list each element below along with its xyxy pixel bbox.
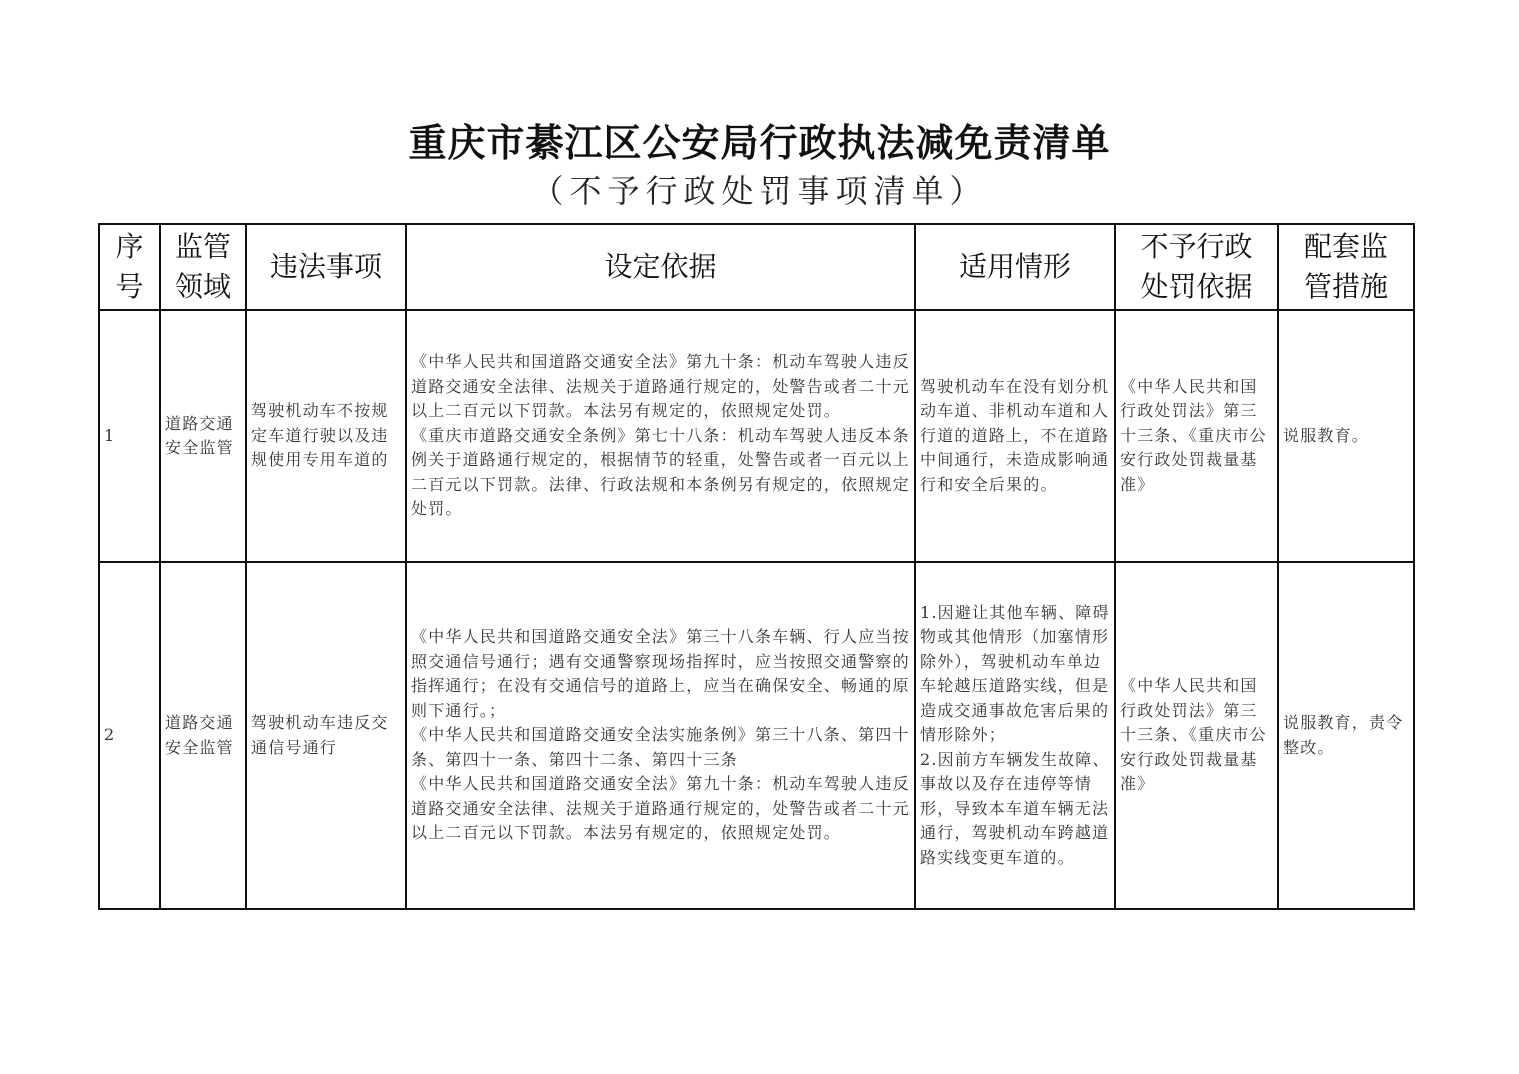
header-exemption-basis bbox=[1115, 224, 1278, 310]
header-situation bbox=[915, 224, 1115, 310]
header-domain bbox=[160, 224, 246, 310]
row-violation: 驾驶机动车不按规定车道行驶以及违规使用专用车道的 bbox=[246, 310, 406, 562]
row-exemption-basis: 《中华人民共和国行政处罚法》第三十三条、《重庆市公安行政处罚裁量基准》 bbox=[1115, 562, 1278, 909]
header-violation bbox=[246, 224, 406, 310]
document-subtitle: （不予行政处罚事项清单） bbox=[531, 172, 988, 210]
header-exemption-basis-label: 不予行政处罚依据 bbox=[1140, 230, 1253, 303]
basis-paragraph: 《重庆市道路交通安全条例》第七十八条：机动车驾驶人违反本条例关于道路通行规定的，根据情节的轻重，处警告或者一百元以上二百元以下罚款。法律、行政法规和本条例另有规定的，依照规定处罚。 bbox=[411, 425, 910, 519]
row-domain: 道路交通安全监管 bbox=[160, 310, 246, 562]
header-violation-label: 违法事项 bbox=[269, 250, 382, 283]
basis-paragraph: 《中华人民共和国道路交通安全法》第九十条：机动车驾驶人违反道路交通安全法律、法规关于道路通行规定的，处警告或者二十元以上二百元以下罚款。本法另有规定的，依照规定处罚。 bbox=[411, 352, 910, 421]
header-domain-label: 监管领域 bbox=[174, 230, 231, 303]
row-basis bbox=[406, 562, 915, 909]
header-index-label: 序号 bbox=[115, 230, 144, 303]
situation-paragraph: 2.因前方车辆发生故障、事故以及存在违停等情形，导致本车道车辆无法通行，驾驶机动车跨越道路实线变更车道的。 bbox=[920, 749, 1110, 867]
row-situation bbox=[915, 562, 1115, 909]
situation-paragraph: 1.因避让其他车辆、障碍物或其他情形（加塞情形除外），驾驶机动车单边车轮越压道路实线，但是造成交通事故危害后果的情形除外； bbox=[920, 602, 1110, 745]
basis-paragraph: 《中华人民共和国道路交通安全法实施条例》第三十八条、第四十条、第四十一条、第四十二条、第四十三条 bbox=[411, 725, 910, 769]
row-violation: 驾驶机动车违反交通信号通行 bbox=[246, 562, 406, 909]
header-basis-label: 设定依据 bbox=[604, 250, 717, 283]
basis-paragraph: 《中华人民共和国道路交通安全法》第三十八条车辆、行人应当按照交通信号通行；遇有交通警察现场指挥时，应当按照交通警察的指挥通行；在没有交通信号的道路上，应当在确保安全、畅通的原则下通行。； bbox=[411, 627, 910, 720]
header-measures bbox=[1278, 224, 1414, 310]
header-measures-label: 配套监管措施 bbox=[1303, 230, 1388, 303]
row-measures: 说服教育。 bbox=[1278, 310, 1414, 562]
document-title: 重庆市綦江区公安局行政执法减免责清单 bbox=[408, 120, 1111, 165]
exemption-table bbox=[98, 223, 1415, 910]
header-basis bbox=[406, 224, 915, 310]
row-domain: 道路交通安全监管 bbox=[160, 562, 246, 909]
row-situation bbox=[915, 310, 1115, 562]
row-exemption-basis: 《中华人民共和国行政处罚法》第三十三条、《重庆市公安行政处罚裁量基准》 bbox=[1115, 310, 1278, 562]
basis-paragraph: 《中华人民共和国道路交通安全法》第九十条：机动车驾驶人违反道路交通安全法律、法规关于道路通行规定的，处警告或者二十元以上二百元以下罚款。本法另有规定的，依照规定处罚。 bbox=[411, 774, 910, 843]
row-index: 1 bbox=[99, 310, 160, 562]
table-row bbox=[99, 562, 1414, 909]
row-measures: 说服教育，责令整改。 bbox=[1278, 562, 1414, 909]
situation-paragraph: 驾驶机动车在没有划分机动车道、非机动车道和人行道的道路上，不在道路中间通行，未造成影响通行和安全后果的。 bbox=[920, 376, 1110, 494]
table-header-row bbox=[99, 224, 1414, 310]
row-basis bbox=[406, 310, 915, 562]
table-row bbox=[99, 310, 1414, 562]
row-index: 2 bbox=[99, 562, 160, 909]
header-index bbox=[99, 224, 160, 310]
header-situation-label: 适用情形 bbox=[958, 250, 1071, 283]
